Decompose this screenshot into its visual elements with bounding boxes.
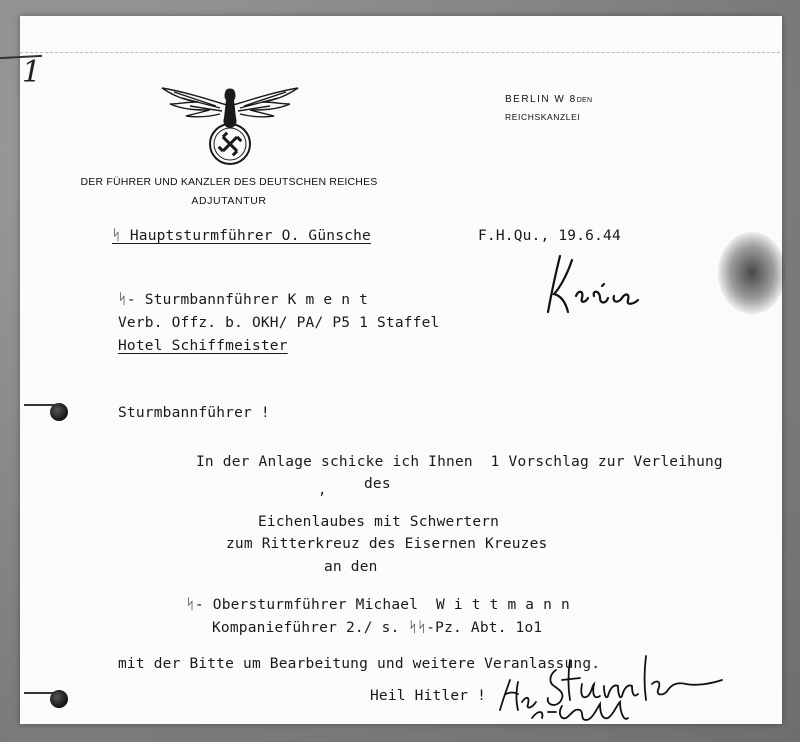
body-line-4: zum Ritterkreuz des Eisernen Kreuzes [226, 536, 548, 552]
recipient-line-3: Hotel Schiffmeister [118, 338, 288, 354]
location-city: BERLIN W 8 [505, 94, 577, 105]
date-line: F.H.Qu., 19.6.44 [478, 228, 621, 244]
location-office: REICHSKANZLEI [505, 112, 581, 122]
closing: Heil Hitler ! [370, 688, 487, 704]
location-block [505, 92, 592, 125]
handwritten-initials [542, 250, 652, 320]
body-line-8: mit der Bitte um Bearbeitung und weitere Veranlassung. [118, 656, 601, 672]
letterhead-title: DER FÜHRER UND KANZLER DES DEUTSCHEN REICHES [80, 176, 378, 188]
body-line-1: In der Anlage schicke ich Ihnen 1 Vorschlag zur Verleihung [196, 454, 723, 470]
body-line-2: des [364, 476, 391, 492]
body-line-5: an den [324, 559, 378, 575]
body-line-3: Eichenlaubes mit Schwertern [258, 514, 500, 530]
punch-hole-bottom [50, 690, 68, 708]
recipient-line-2: Verb. Offz. b. OKH/ PA/ P5 1 Staffel [118, 315, 440, 331]
page-number-mark: 1 [22, 55, 42, 90]
location-den: DEN [576, 97, 593, 104]
letterhead [62, 176, 396, 207]
body-line-7: Kompanieführer 2./ s. ᛋᛋ-Pz. Abt. 1o1 [212, 620, 543, 636]
salutation: Sturmbannführer ! [118, 405, 270, 421]
ink-smudge [718, 232, 786, 314]
letterhead-subtitle: ADJUTANTUR [191, 195, 267, 207]
body-line-6: ᛋ- Obersturmführer Michael W i t t m a n n [186, 597, 570, 613]
stray-mark: , [318, 482, 327, 498]
letter-sheet [20, 16, 782, 724]
recipient-line-1: ᛋ- Sturmbannführer K m e n t [118, 292, 369, 308]
eagle-emblem [160, 84, 300, 168]
punch-hole-top [50, 403, 68, 421]
sender-line: ᛋ Hauptsturmführer O. Günsche [112, 228, 371, 244]
fold-line [20, 52, 780, 53]
handwritten-signature [496, 640, 728, 724]
